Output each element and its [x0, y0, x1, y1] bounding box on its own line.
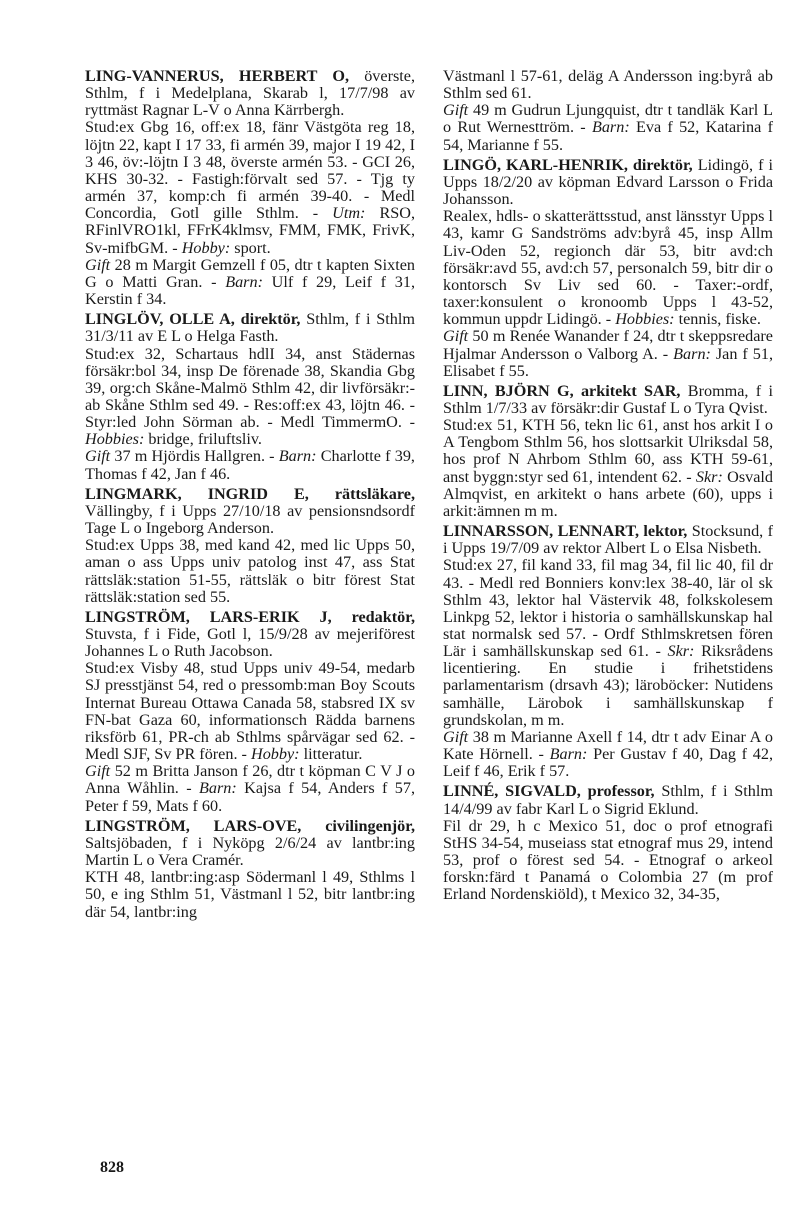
page-number: 828	[100, 1159, 124, 1176]
hobby-text: tennis, fiske.	[674, 310, 761, 329]
hobby-label: Hobby:	[181, 238, 231, 257]
entry-lingmark	[85, 486, 415, 606]
entry-linglov	[85, 311, 415, 483]
barn-label: Barn:	[673, 344, 711, 363]
entry-ling-vannerus	[85, 68, 415, 308]
entry-intro: Vällingby, f i Upps 27/10/18 av pensionsndsordf Tage L o Ingeborg Anderson.	[85, 501, 415, 538]
hobby-label: Hobbies:	[85, 430, 145, 449]
barn-text: Ulf f 29, Leif f 31, Kerstin f 34.	[85, 272, 416, 309]
gift-label: Gift	[85, 762, 111, 781]
gift-text: 38 m Marianne Axell f 14, dtr t adv Einar A o Kate Hörnell. -	[443, 727, 773, 764]
barn-text: Eva f 52, Katarina f 54, Marianne f 55.	[443, 118, 773, 154]
barn-text: Kajsa f 54, Anders f 57, Peter f 59, Mats f 60.	[85, 779, 416, 815]
hobby-text: sport.	[230, 238, 271, 257]
entry-body: Stud:ex 27, fil kand 33, fil mag 34, fil lic 40, fil dr 43. - Medl red Bonniers konv:lex 38-40, lär ol sk Sthlm 43, lektor hal Västervik 48, folkskolesem Linkpg 52, lektor i historia o samhällskunskap hal stat normalsk sed 57. - Ordf Sthlmskretsen fören Lär i samhällskunskap sed 61. -	[443, 556, 773, 661]
entry-heading: LINGSTRÖM, LARS-OVE, civilingenjör,	[85, 816, 415, 835]
barn-label: Barn:	[225, 272, 263, 291]
right-column	[443, 68, 773, 907]
entry-intro: Lidingö, f i Upps 18/2/20 av köpman Edvard Larsson o Frida Johansson.	[443, 155, 773, 209]
entry-intro: Saltsjöbaden, f i Nyköpg 2/6/24 av lantbr:ing Martin L o Vera Cramér.	[85, 833, 415, 870]
utm-label: Utm:	[332, 204, 366, 223]
entry-heading: LINGÖ, KARL-HENRIK, direktör,	[443, 155, 693, 174]
entry-lingstrom-lars-ove	[85, 818, 415, 921]
entry-heading: LINNARSSON, LENNART, lektor,	[443, 522, 688, 541]
entry-linne	[443, 783, 773, 903]
entry-body: Stud:ex Upps 38, med kand 42, med lic Upps 50, aman o ass Upps univ patolog inst 47, ass Stat rättsläk:station 51-55, rättsläk o bitr förest Stat rättsläk:station sed 55.	[85, 536, 415, 606]
entry-lingstrom-lars-erik	[85, 609, 415, 815]
gift-label: Gift	[443, 101, 469, 120]
entry-heading: LINN, BJÖRN G, arkitekt SAR,	[443, 381, 681, 400]
gift-text: 49 m Gudrun Ljungquist, dtr t tandläk Karl L o Rut Wernesttröm. -	[443, 101, 773, 137]
entry-body: Stud:ex 51, KTH 56, tekn lic 61, anst hos arkit I o A Tengbom Sthlm 56, hos slottsarkit Ulriksdal 58, hos prof N Ahrbom Sthlm 60, ass KTH 59-61, anst byggn:styr sed 61, intendent 62. -	[443, 416, 773, 486]
entry-intro: överste, Sthlm, f i Medelplana, Skarab l, 17/7/98 av ryttmäst Ragnar L-V o Anna Kärrbergh.	[85, 67, 415, 120]
entry-lingo	[443, 157, 773, 380]
continued-text: Västmanl l 57-61, deläg A Andersson ing:byrå ab Sthlm sed 61.	[443, 67, 773, 103]
hobby-label: Hobby:	[251, 745, 300, 764]
barn-label: Barn:	[199, 779, 237, 798]
entry-linn	[443, 383, 773, 520]
entry-heading: LINGMARK, INGRID E, rättsläkare,	[85, 484, 415, 503]
entry-heading: LINGLÖV, OLLE A, direktör,	[85, 310, 301, 329]
gift-label: Gift	[85, 255, 111, 274]
entry-intro: Sthlm, f i Sthlm 31/3/11 av E L o Helga Fasth.	[85, 310, 415, 346]
hobby-label: Hobbies:	[615, 310, 675, 329]
skr-label: Skr:	[695, 467, 723, 486]
entry-body: Stud:ex Gbg 16, off:ex 18, fänr Västgöta reg 18, löjtn 22, kapt I 17 33, fi armén 39, major I 19 42, I 3 46, öv:-löjtn I 3 48, överste armén 53. - GCI 26, KHS 30-32. - Fastigh:förvalt sed 57. - Tjg ty armén 37, komp:ch fi armén 39-40. - Medl Concordia, Gotl gille Sthlm. -	[85, 118, 415, 223]
barn-text: Per Gustav f 40, Dag f 42, Leif f 46, Erik f 57.	[443, 745, 774, 781]
gift-text: 28 m Margit Gemzell f 05, dtr t kapten Sixten G o Matti Gran. -	[85, 255, 415, 291]
gift-label: Gift	[85, 447, 111, 466]
entry-intro: Bromma, f i Sthlm 1/7/33 av försäkr:dir Gustaf L o Tyra Qvist.	[443, 381, 773, 417]
entry-body: Fil dr 29, h c Mexico 51, doc o prof etnografi StHS 34-54, museiass stat etnograf mus 29, intend 53, prof o förest sed 54. - Etnograf o arkeol forskn:färd t Panamá o Colombia 27 (m prof Erland Nordenskiöld), t Mexico 32, 34-35,	[443, 816, 773, 904]
barn-label: Barn:	[278, 447, 317, 466]
barn-text: Charlotte f 39, Thomas f 42, Jan f 46.	[85, 447, 415, 483]
entry-heading: LINGSTRÖM, LARS-ERIK J, redaktör,	[85, 607, 415, 626]
skr-text: Osvald Almqvist, en arkitekt o hans arbete (60), upps i arkit:ämnen m m.	[443, 467, 774, 520]
entry-linnarsson	[443, 523, 773, 780]
hobby-text: litteratur.	[299, 745, 363, 764]
entry-body: Realex, hdls- o skatterättsstud, anst länsstyr Upps l 43, kamr G Sandströms adv:byrå 45, insp Allm Liv-Oden 52, regionch där 53, bitr avd:ch försäkr:avd 55, avd:ch 57, personalch 59, bitr dir o kontorsch Sv Liv sed 60. - Taxer:-ordf, taxer:konsulent o kronoomb Upps l 43-52, kommun uppdr Lidingö. -	[443, 207, 773, 329]
entry-body: KTH 48, lantbr:ing:asp Södermanl l 49, Sthlms l 50, e ing Sthlm 51, Västmanl l 52, bitr lantbr:ing där 54, lantbr:ing	[85, 868, 415, 921]
entry-continuation	[443, 68, 773, 154]
entry-intro: Stuvsta, f i Fide, Gotl l, 15/9/28 av mejeriförest Johannes L o Ruth Jacobson.	[85, 625, 415, 661]
left-column	[85, 68, 415, 924]
gift-label: Gift	[443, 327, 469, 346]
entry-heading: LING-VANNERUS, HERBERT O,	[85, 67, 349, 85]
barn-text: Jan f 51, Elisabet f 55.	[443, 344, 774, 380]
skr-label: Skr:	[667, 642, 695, 661]
entry-heading: LINNÉ, SIGVALD, professor,	[443, 782, 655, 801]
entry-body: Stud:ex 32, Schartaus hdlI 34, anst Städernas försäkr:bol 34, insp De förenade 38, Skandia Gbg 39, org:ch Skåne-Malmö Sthlm 42, dir livförsäkr:-ab Skåne Sthlm sed 49. - Res:off:ex 43, löjtn 46. - Styr:led John Sörman ab. - Medl TimmermO. -	[85, 344, 415, 432]
entry-intro: Stocksund, f i Upps 19/7/09 av rektor Albert L o Elsa Nisbeth.	[443, 522, 774, 558]
barn-label: Barn:	[549, 745, 588, 764]
gift-text: 52 m Britta Janson f 26, dtr t köpman C V J o Anna Wåhlin. -	[85, 762, 415, 798]
utm-text: RSO, RFinlVRO1kl, FFrK4klmsv, FMM, FMK, FrivK, Sv-mifbGM. -	[85, 204, 415, 257]
hobby-text: bridge, friluftsliv.	[144, 430, 262, 449]
entry-intro: Sthlm, f i Sthlm 14/4/99 av fabr Karl L o Sigrid Eklund.	[443, 782, 773, 818]
gift-text: 50 m Renée Wanander f 24, dtr t skeppsredare Hjalmar Andersson o Valborg A. -	[443, 327, 773, 363]
entry-body: Stud:ex Visby 48, stud Upps univ 49-54, medarb SJ presstjänst 54, red o pressomb:man Boy Scouts Internat Bureau Ottawa Canada 58, stabsred IX sv FN-bat Gaza 60, informationsch Rädda barnens riksförb 61, PR-ch ab Sthlms spårvägar sed 62. - Medl SJF, Sv PR fören. -	[85, 659, 415, 764]
barn-label: Barn:	[591, 118, 630, 137]
gift-label: Gift	[443, 727, 469, 746]
skr-text: Riksrådens licentiering. En studie i frihetstidens parlamentarism (drsavh 43); läroböcker: Nutidens samhälle, Lärobok i samhällskunskap f grundskolan, m m.	[443, 642, 774, 729]
gift-text: 37 m Hjördis Hallgren. -	[110, 447, 279, 466]
